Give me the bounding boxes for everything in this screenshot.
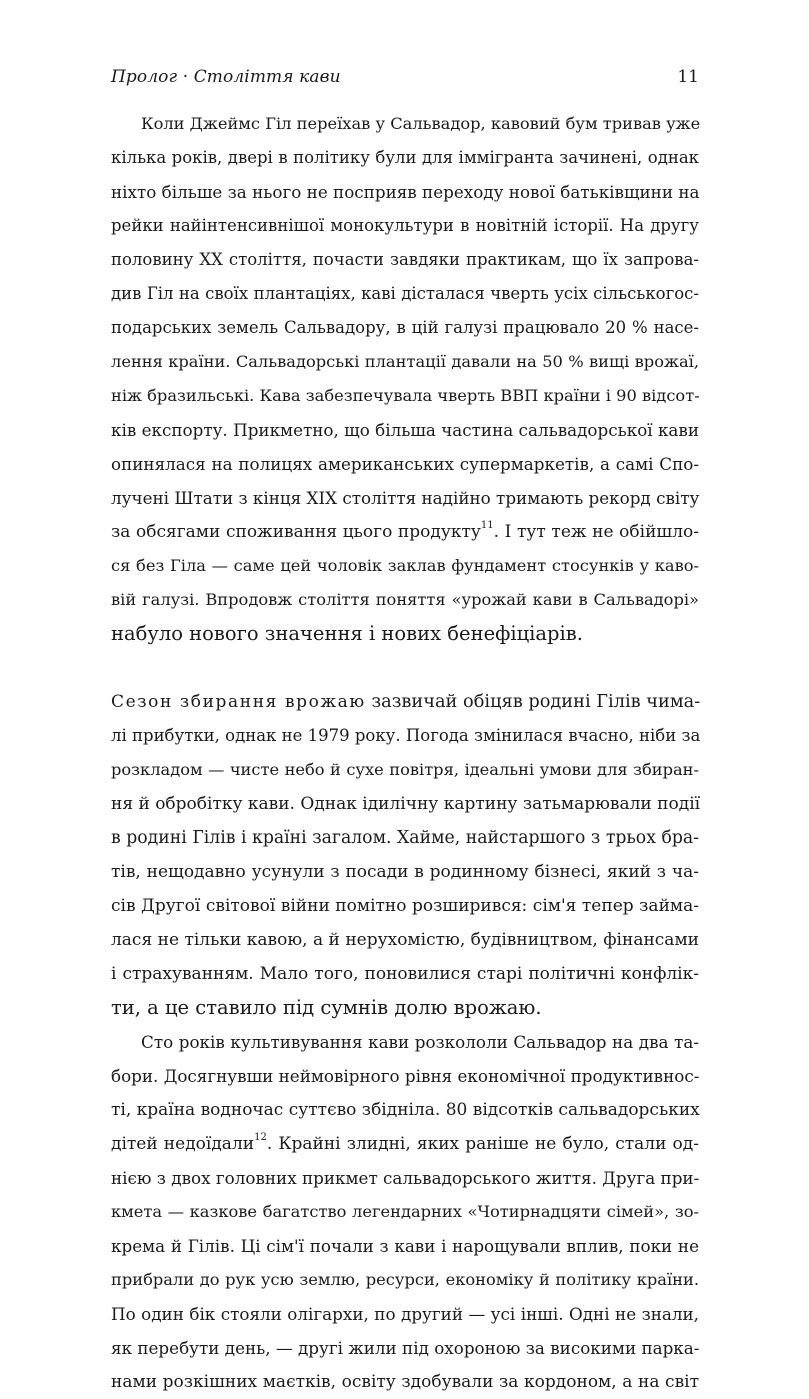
body-text	[111, 107, 699, 1399]
text-fragment: дітей недоїдали	[111, 1134, 255, 1154]
text-line: лася не тільки кавою, а й нерухомістю, будівництвом, фінансами	[111, 930, 699, 950]
text-line: ся без Гіла — саме цей чоловік заклав фундамент стосунків у кавo-	[111, 556, 699, 575]
running-head	[111, 64, 699, 94]
text-line: ти, а це ставило під сумнів долю врожаю.	[111, 996, 542, 1019]
text-line: ня й обробітку кави. Однак ідилічну картину затьмарювали події	[111, 794, 701, 814]
text-line: По один бік стояли олігархи, по другий — усі інші. Одні не знали,	[111, 1304, 699, 1324]
small-caps-lead-in: Сезон збирання врожаю	[111, 692, 366, 712]
text-line: половину XX століття, почасти завдяки практикам, що їх запрова-	[111, 250, 699, 269]
text-line: Коли Джеймс Гіл переїхав у Сальвадор, кавовий бум тривав уже	[141, 114, 701, 133]
text-line: див Гіл на своїх плантаціях, каві дісталася чверть усіх сільськогос-	[111, 284, 699, 303]
text-line: в родині Гілів і країні загалом. Хайме, найстаршого з трьох бра-	[111, 828, 699, 848]
text-line: ніхто більше за нього не посприяв переходу нової батьківщини на	[111, 182, 700, 202]
text-line: вій галузі. Впродовж століття поняття «урожай кави в Сальвадорі»	[111, 590, 699, 609]
running-title: Пролог · Століття кави	[111, 67, 341, 87]
text-line: ті, країна водночас суттєво збідніла. 80 відсотків сальвадорських	[111, 1100, 700, 1120]
text-line: набуло нового значення і нових бенефіціарів.	[111, 622, 583, 645]
text-line: лення країни. Сальвадорські плантації давали на 50 % вищі врожаї,	[111, 352, 699, 371]
text-fragment: . І тут теж не обійшло-	[493, 522, 700, 542]
text-line: крема й Гілів. Ці сім'ї почали з кави і нарощували вплив, поки не	[111, 1236, 699, 1256]
text-line: бори. Досягнувши неймовірного рівня економічної продуктивнос-	[111, 1066, 700, 1086]
text-line: нами розкішних маєтків, освіту здобували за кордоном, а на світ	[111, 1372, 699, 1392]
text-line-with-footnote	[111, 1127, 699, 1161]
text-line: опинялася на полицях американських супермаркетів, а самі Спо-	[111, 454, 699, 474]
text-line: рейки найінтенсивнішої монокультури в новітній історії. На другу	[111, 216, 699, 235]
text-line: сів Другої світової війни помітно розширився: сім'я тепер займа-	[111, 896, 699, 916]
text-fragment: . Крайні злидні, яких раніше не було, стали од-	[266, 1134, 699, 1154]
section-break	[111, 651, 699, 685]
text-line-lead-in	[111, 685, 699, 719]
text-line-with-footnote	[111, 515, 699, 549]
text-line: і страхуванням. Мало того, поновилися старі політичні конфлік-	[111, 964, 699, 984]
text-line: нією з двох головних прикмет сальвадорського життя. Друга при-	[111, 1168, 700, 1188]
text-line: подарських земель Сальвадору, в цій галузі працювало 20 % насе-	[111, 318, 699, 337]
text-line: розкладом — чисте небо й сухе повітря, ідеальні умови для збиран-	[111, 760, 699, 779]
text-line: як перебути день, — другі жили під охороною за високими парка-	[111, 1338, 700, 1358]
paragraph-1	[111, 107, 699, 651]
page-number: 11	[677, 67, 699, 87]
text-line: кмета — казкове багатство легендарних «Чотирнадцяти сімей», зо-	[111, 1202, 699, 1221]
footnote-ref-12[interactable]: 12	[254, 1132, 267, 1143]
footnote-ref-11[interactable]: 11	[480, 520, 494, 531]
text-line: лі прибутки, однак не 1979 року. Погода змінилася вчасно, ніби за	[111, 726, 701, 745]
text-line: прибрали до рук усю землю, ресурси, економіку й політику країни.	[111, 1270, 699, 1289]
text-fragment: за обсягами споживання цього продукту	[111, 522, 481, 542]
text-line: лучені Штати з кінця XIX століття надійно тримають рекорд світу	[111, 488, 700, 508]
paragraph-3	[111, 1025, 699, 1399]
paragraph-2	[111, 685, 699, 1025]
text-line: кілька років, двері в політику були для іммігранта зачинені, однак	[111, 148, 699, 167]
text-line: Сто років культивування кави розкололи Сальвадор на два та-	[141, 1032, 699, 1052]
text-line: ків експорту. Прикметно, що більша частина сальвадорської кави	[111, 420, 700, 440]
text-fragment: зазвичай обіцяв родині Гілів чима-	[365, 692, 701, 712]
text-line: ніж бразильські. Кава забезпечувала чверть ВВП країни і 90 відсот-	[111, 386, 700, 405]
text-line: тів, нещодавно усунули з посади в родинному бізнесі, який з ча-	[111, 862, 699, 882]
